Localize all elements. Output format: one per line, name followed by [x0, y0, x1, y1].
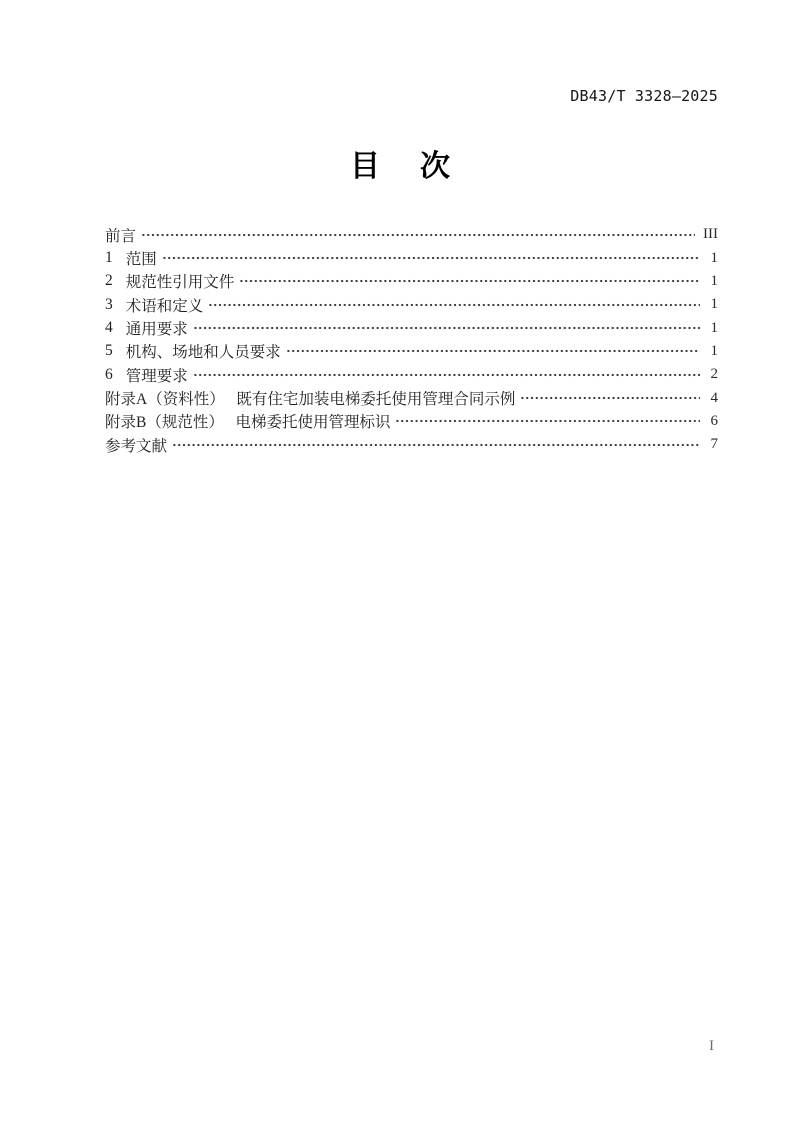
toc-entry-appendix-a — [105, 386, 718, 409]
page-title-char: 目 — [350, 150, 380, 183]
toc-entry-foreword — [105, 223, 718, 246]
toc-entry-page: 1 — [710, 272, 718, 289]
toc-entry-page: 2 — [710, 366, 718, 383]
dot-leader — [286, 340, 700, 363]
dot-leader — [208, 293, 700, 316]
toc-entry-number: 3 — [105, 295, 113, 313]
toc-entry-number: 4 — [105, 319, 113, 337]
toc-entry-page: 1 — [710, 249, 718, 266]
toc-entry-label: 附录A（资料性） 既有住宅加装电梯委托使用管理合同示例 — [105, 391, 516, 409]
footer-page-number: I — [709, 1038, 714, 1054]
dot-leader — [193, 363, 700, 386]
dot-leader — [172, 433, 700, 456]
toc-entry-number: 5 — [105, 342, 113, 360]
toc-entry-page: 1 — [710, 319, 718, 336]
toc-entry-number: 2 — [105, 272, 113, 290]
dot-leader — [162, 246, 700, 269]
toc-entry-label: 管理要求 — [125, 367, 188, 385]
toc-entry-page: 6 — [710, 412, 718, 429]
toc-entry-org-site-personnel — [105, 340, 718, 363]
toc-entry-appendix-b — [105, 410, 718, 433]
dot-leader — [239, 270, 700, 293]
standard-number: DB43/T 3328—2025 — [570, 87, 718, 105]
toc-entry-label: 规范性引用文件 — [125, 274, 235, 292]
toc-entry-management-requirements — [105, 363, 718, 386]
table-of-contents — [105, 223, 718, 456]
dot-leader — [395, 410, 700, 433]
toc-entry-page: 1 — [710, 296, 718, 313]
toc-entry-page: 4 — [710, 389, 718, 406]
toc-entry-number: 1 — [105, 249, 113, 267]
toc-entry-label: 范围 — [125, 251, 157, 269]
dot-leader — [141, 223, 695, 246]
toc-entry-references — [105, 433, 718, 456]
toc-entry-page: 7 — [710, 436, 718, 453]
dot-leader — [193, 316, 700, 339]
toc-entry-page: 1 — [710, 342, 718, 359]
toc-entry-general-requirements — [105, 316, 718, 339]
toc-entry-scope — [105, 246, 718, 269]
toc-entry-label: 术语和定义 — [125, 297, 204, 315]
page-title — [0, 150, 800, 184]
toc-entry-label: 机构、场地和人员要求 — [125, 344, 281, 362]
toc-entry-number: 6 — [105, 365, 113, 383]
toc-entry-normative-references — [105, 270, 718, 293]
dot-leader — [520, 386, 700, 409]
page-title-char: 次 — [420, 150, 450, 183]
toc-entry-label: 通用要求 — [125, 321, 188, 339]
toc-entry-page: III — [703, 226, 718, 243]
toc-entry-terms-definitions — [105, 293, 718, 316]
toc-entry-label: 参考文献 — [105, 437, 168, 455]
toc-entry-label: 附录B（规范性） 电梯委托使用管理标识 — [105, 414, 391, 432]
toc-entry-label: 前言 — [105, 227, 137, 245]
